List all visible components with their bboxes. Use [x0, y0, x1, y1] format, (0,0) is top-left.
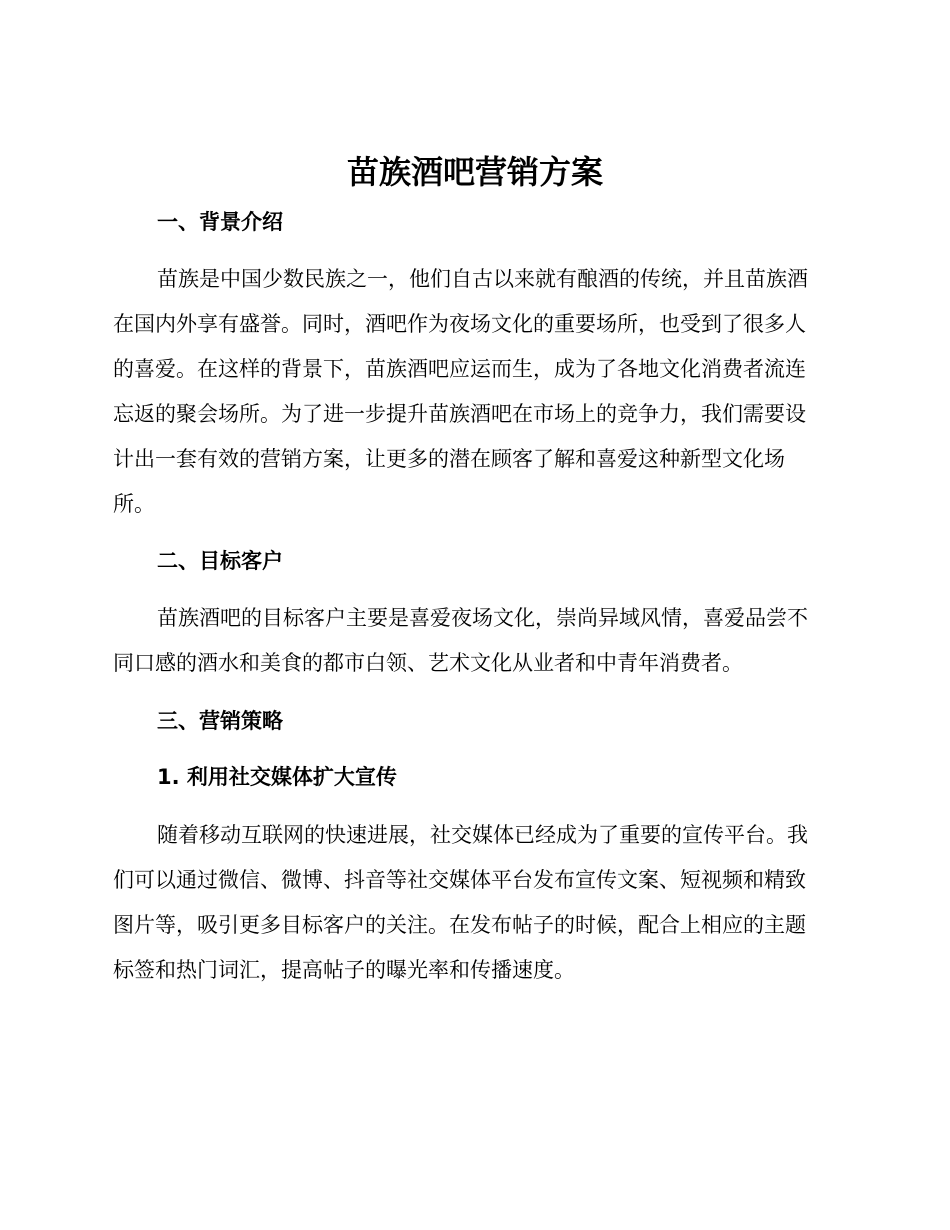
- section-paragraph-social-media: [113, 813, 835, 993]
- paragraph-line: 图片等，吸引更多目标客户的关注。在发布帖子的时候，配合上相应的主题: [113, 913, 806, 937]
- paragraph-line: 计出一套有效的营销方案，让更多的潜在顾客了解和喜爱这种新型文化场: [113, 447, 785, 471]
- paragraph-line: 苗族酒吧的目标客户主要是喜爱夜场文化，崇尚异域风情，喜爱品尝不: [157, 606, 808, 630]
- section-paragraph-target-customers: [113, 596, 835, 686]
- paragraph-line: 苗族是中国少数民族之一，他们自古以来就有酿酒的传统，并且苗族酒: [157, 267, 808, 291]
- paragraph-line: 标签和热门词汇，提高帖子的曝光率和传播速度。: [113, 958, 575, 982]
- paragraph-line: 在国内外享有盛誉。同时，酒吧作为夜场文化的重要场所，也受到了很多人: [113, 312, 806, 336]
- paragraph-line: 忘返的聚会场所。为了进一步提升苗族酒吧在市场上的竞争力，我们需要设: [113, 402, 806, 426]
- paragraph-line: 随着移动互联网的快速进展，社交媒体已经成为了重要的宣传平台。我: [157, 823, 808, 847]
- paragraph-line: 的喜爱。在这样的背景下，苗族酒吧应运而生，成为了各地文化消费者流连: [113, 357, 806, 381]
- section-heading-target-customers: 二、目标客户: [157, 549, 283, 573]
- paragraph-line: 同口感的酒水和美食的都市白领、艺术文化从业者和中青年消费者。: [113, 651, 743, 675]
- paragraph-line: 们可以通过微信、微博、抖音等社交媒体平台发布宣传文案、短视频和精致: [113, 868, 806, 892]
- paragraph-line: 所。: [113, 492, 155, 516]
- document-title: 苗族酒吧营销方案: [346, 153, 603, 191]
- subsection-heading-social-media: 1. 利用社交媒体扩大宣传: [157, 765, 397, 789]
- section-heading-background: 一、背景介绍: [157, 210, 283, 234]
- section-paragraph-background: [113, 257, 835, 527]
- section-heading-marketing-strategy: 三、营销策略: [157, 709, 283, 733]
